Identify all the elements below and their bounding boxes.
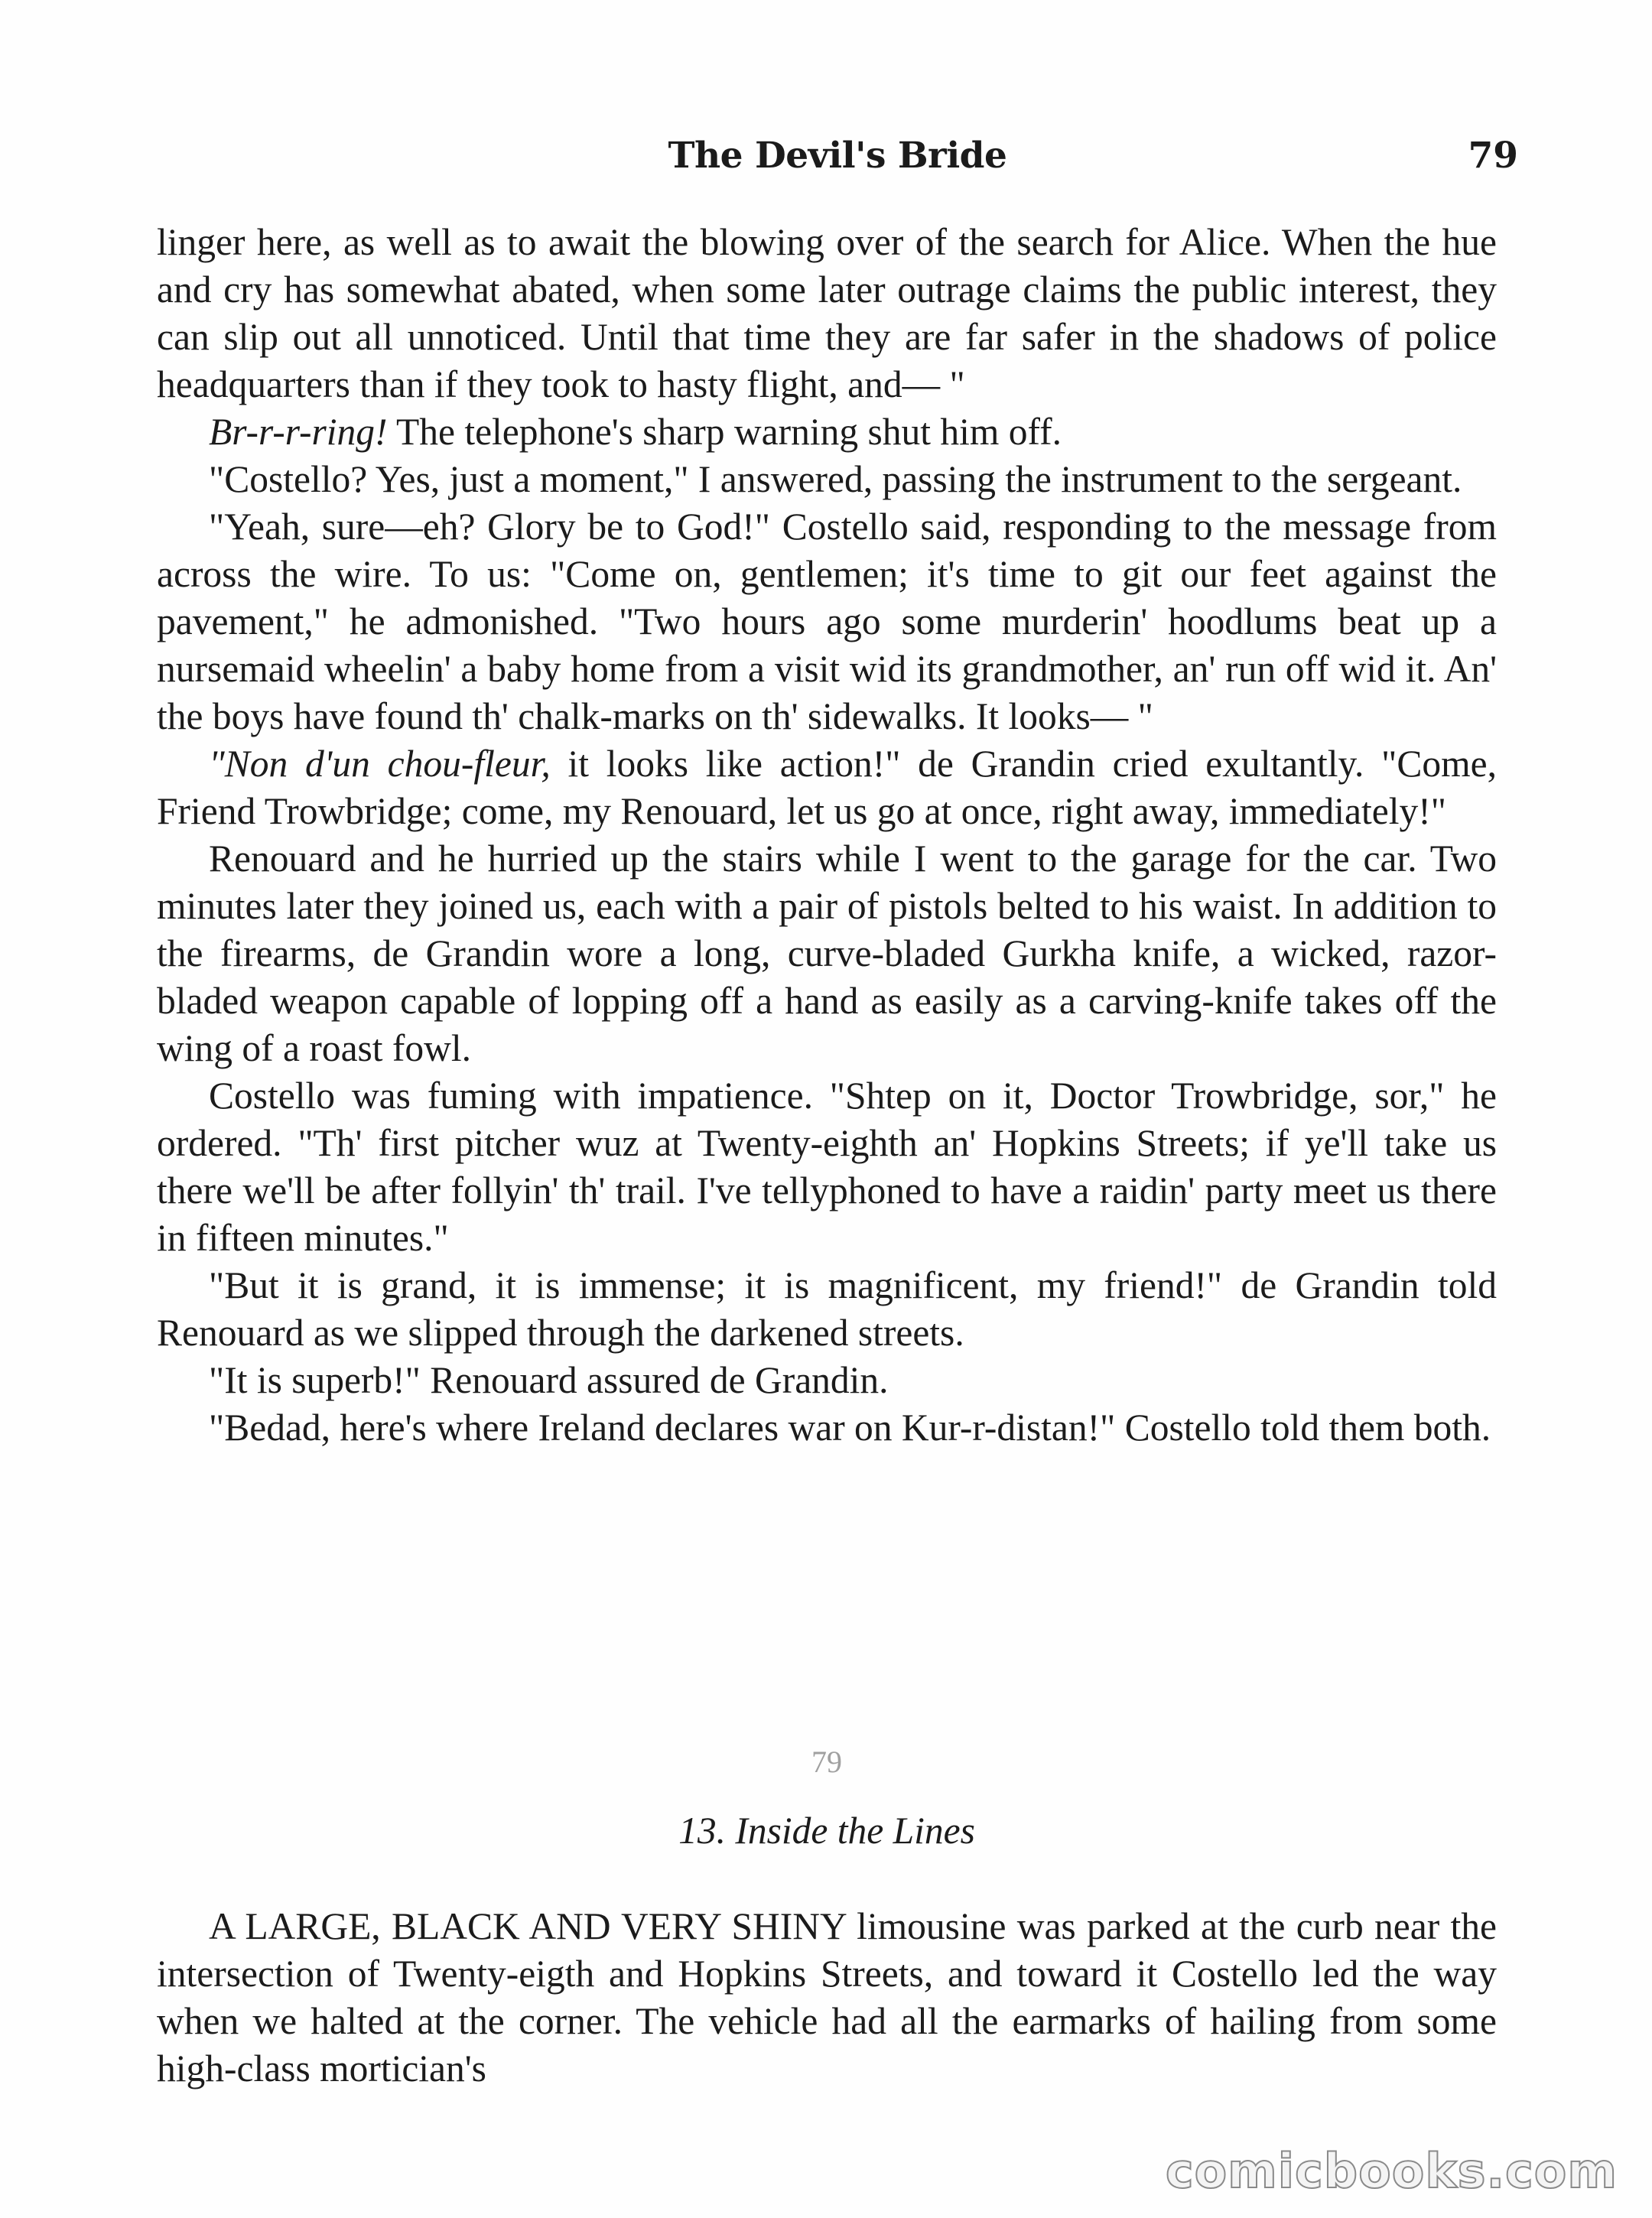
paragraph-costello-fuming: Costello was fuming with impatience. "Shtep on it, Doctor Trowbridge, sor," he ordered. "Th' first pitcher wuz at Twenty-eighth an' Hopkins Streets; if ye'll take us there we'll be after follyin' th' trail. I've tellyphoned to have a raidin' party meet us there in fifteen minutes." bbox=[157, 1075, 1497, 1259]
paragraph-costello-message: "Yeah, sure—eh? Glory be to God!" Costello said, responding to the message from across the wire. To us: "Come on, gentlemen; it's time to git our feet against the pavement," he admonished. "Two hours ago some murderin' hoodlums beat up a nursemaid wheelin' a baby home from a visit wid its grandmother, an' run off wid it. An' the boys have found th' chalk-marks on th' sidewalks. It looks— " bbox=[157, 506, 1497, 737]
running-title: The Devil's Bride bbox=[668, 135, 1007, 177]
paragraph-costello-answer: "Costello? Yes, just a moment," I answered, passing the instrument to the sergeant. bbox=[209, 458, 1462, 500]
page-number: 79 bbox=[1468, 135, 1518, 177]
italic-non-dun: "Non d'un chou-fleur, bbox=[209, 743, 551, 785]
italic-brring: Br-r-r-ring! bbox=[209, 411, 388, 453]
paragraph-bedad: "Bedad, here's where Ireland declares war on Kur-r-distan!" Costello told them both. bbox=[209, 1407, 1491, 1449]
paragraph-renouard-stairs: Renouard and he hurried up the stairs while I went to the garage for the car. Two minutes later they joined us, each with a pair of pistols belted to his waist. In addition to the firearms, de Grandin wore a long, curve-bladed Gurkha knife, a wicked, razor-bladed weapon capable of lopping off a hand as easily as a carving-knife takes off the wing of a roast fowl. bbox=[157, 837, 1497, 1069]
paragraph-grand: "But it is grand, it is immense; it is magnificent, my friend!" de Grandin told Renouard as we slipped through the darkened streets. bbox=[157, 1264, 1497, 1354]
paragraph-superb: "It is superb!" Renouard assured de Grandin. bbox=[209, 1359, 889, 1401]
chapter-body bbox=[157, 1903, 1497, 2093]
chapter-opening-paragraph: A LARGE, BLACK AND VERY SHINY limousine was parked at the curb near the intersection of Twenty-eigth and Hopkins Streets, and toward it Costello led the way when we halted at the corner. The vehicle had all the earmarks of hailing from some high-class mortician's bbox=[157, 1905, 1497, 2090]
faint-page-number: 79 bbox=[811, 1745, 842, 1779]
paragraph-de-grandin-action bbox=[157, 740, 1497, 835]
paragraph-telephone bbox=[157, 408, 1497, 456]
paragraph-continuation: linger here, as well as to await the blowing over of the search for Alice. When the hue and cry has somewhat abated, when some later outrage claims the public interest, they can slip out all unnoticed. Until that time they are far safer in the shadows of police headquarters than if they took to hasty flight, and— " bbox=[157, 221, 1497, 405]
paragraph-telephone-text: The telephone's sharp warning shut him off. bbox=[387, 411, 1062, 453]
paragraph-de-grandin-action-text: it looks like action!" de Grandin cried exultantly. "Come, Friend Trowbridge; come, my Renouard, let us go at once, right away, immediately!" bbox=[157, 743, 1497, 832]
chapter-heading: 13. Inside the Lines bbox=[678, 1810, 975, 1852]
watermark-logo: comicbooks.com bbox=[1165, 2143, 1618, 2199]
body-text bbox=[157, 219, 1497, 1452]
running-head bbox=[157, 135, 1518, 188]
